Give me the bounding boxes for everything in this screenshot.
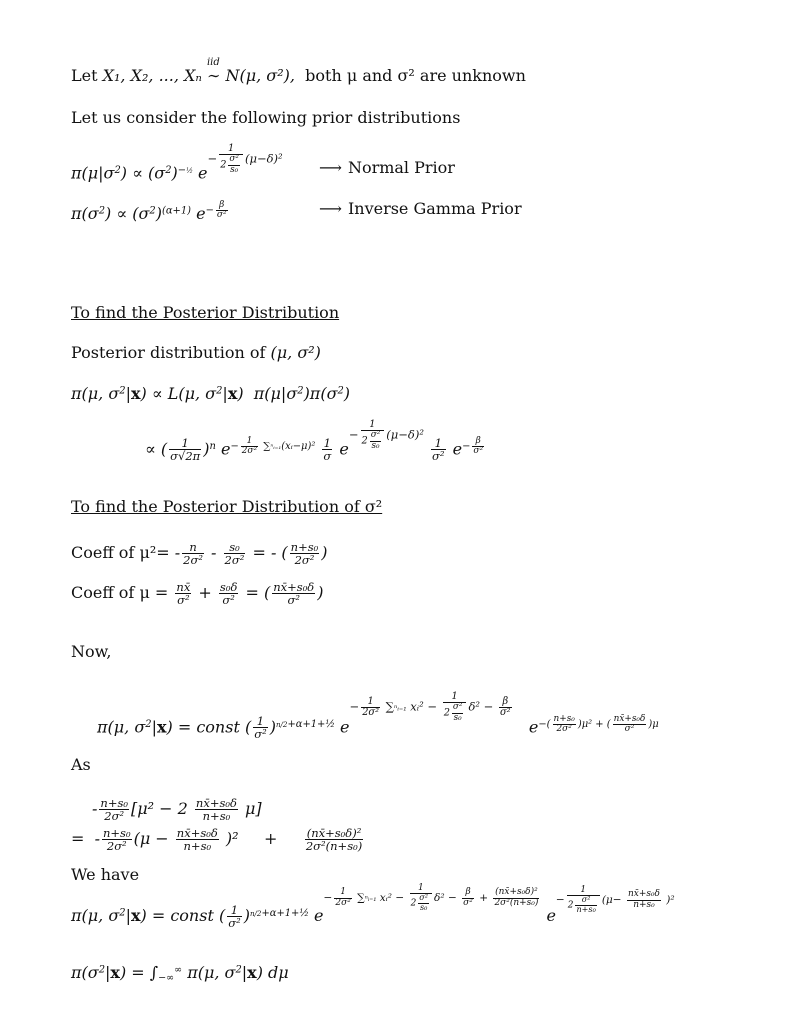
posterior-heading-text: To find the Posterior Distribution (71, 303, 340, 322)
consider-line (71, 110, 460, 126)
coeff-mu-squared-label: Coeff of μ²= (71, 543, 170, 563)
posterior-of-args: (μ, σ²) (270, 343, 321, 362)
we-have-text: We have (71, 865, 140, 884)
normal-prior-label: Normal Prior (347, 158, 455, 177)
we-have-line (71, 867, 139, 883)
normal-prior-equation: $\pi(\mu|\sigma^2) \propto (\sigma^2)^{-\frac{1}{2}}$ e− 1 2 $\frac{\text{σ²}}{\text{s₀}}$ (μ−δ)² ⟶ Normal Prior (71, 143, 455, 183)
let-word: Let (71, 66, 98, 85)
posterior-of-line (71, 345, 321, 361)
as-line (71, 757, 91, 773)
joint-posterior-equation: π(μ, $\sigma^2|x$) = const ( $\frac{1}{\text{σ²}}$ )$^{n/2+\alpha+1+\frac{1}{2}}$ e− $\frac{1}{\text{2σ²}}$ ∑ⁿᵢ₌₁ xᵢ² − 1 2 $\frac{\text{σ²}}{\text{s₀}}$ δ² − $\frac{\beta}{\text{σ²}}$ $e^{-( \frac{\text{n+s₀}}{\text{2σ²}} )\mu^2 + ( \frac{\text{nx̄+s₀δ}}{\text{σ²}} )\mu}$ (97, 691, 659, 742)
posterior-heading (71, 305, 339, 321)
now-text: Now, (71, 642, 112, 661)
consider-text: Let us consider the following prior distributions (71, 108, 461, 127)
sample-variables: X₁, X₂, ..., Xₙ (102, 66, 202, 85)
normal-prior-annotation (313, 160, 455, 176)
coeff-mu-line (71, 581, 324, 606)
sigma-heading-text: To find the Posterior Distribution of σ² (71, 497, 383, 516)
intro-line (71, 57, 526, 85)
coeff-mu-label: Coeff of μ = (71, 583, 169, 603)
posterior-expanded-equation: ∝ ( $\frac{1}{\sigma√2\pi}$ )$^n$ $e^{- \frac{1}{\text{2σ²}} \sum^nᵢ_{=1}(xᵢ-\mu)^2}$ $\frac{1}{\sigma}$ e− 1 2 $\frac{\text{σ²}}{\text{s₀}}$ (μ−δ)² $\frac{1}{\text{σ²}}$ $e^{- \frac{\beta}{\text{σ²}}}$ (145, 419, 484, 464)
sigma-heading (71, 499, 382, 515)
normal-distribution: N(μ, σ²), (225, 66, 295, 85)
coeff-mu-squared-expression: - $\frac{n}{\text{2σ²}}$ - $\frac{\text{s₀}}{\text{2σ²}}$ = - ( $\frac{\text{n+s₀}}{\text{2σ²}}$ ) (174, 540, 328, 568)
marginal-posterior-equation: $\pi(\sigma^2|x) = \int_{-\infty}^\infty$ π(μ, $\sigma^2|x$) dμ (71, 963, 289, 984)
complete-square-step-1: - $\frac{\text{n+s₀}}{\text{2σ²}}$ [μ² − 2 $\frac{\text{nx̄+s₀δ}}{\text{n+s₀}}$ μ] (92, 796, 262, 824)
coeff-mu-expression: $\frac{nx̄}{\text{σ²}}$ + $\frac{\text{s₀δ}}{\text{σ²}}$ = ( $\frac{\text{nx̄+s₀δ}}{\text{σ²}}$ ) (176, 580, 324, 608)
posterior-proportional-equation: π(μ, $\sigma^2|x) \propto L(\mu$, $\sigma^2|x$) $\pi(\mu|\sigma^2)\pi(\sigma^2)$ (71, 384, 351, 403)
sim-symbol: ∼ (206, 66, 221, 85)
inverse-gamma-label: Inverse Gamma Prior (347, 199, 522, 218)
coeff-mu-squared-line (71, 541, 328, 566)
posterior-of-text: Posterior distribution of (71, 343, 266, 362)
completed-joint-posterior-equation: π(μ, $\sigma^2|x$) = const ( $\frac{1}{\text{σ²}}$ )$^{n/2+\alpha+1+\frac{1}{2}}$ e− $\frac{1}{\text{2σ²}}$ ∑ⁿᵢ₌₁ xᵢ² − 1 2 $\frac{\text{σ²}}{\text{s₀}}$ δ² − $\frac{\beta}{\text{σ²}}$ + $\frac{\text{(nx̄+s₀δ)²}}{\text{2σ²(n+s₀)}}$ e− 1 2 $\frac{\text{σ²}}{\text{n+s₀}}$ (μ− $\frac{\text{nx̄+s₀δ}}{\text{n+s₀}}$ )² (71, 883, 675, 931)
as-text: As (71, 755, 91, 774)
iid-symbol (206, 57, 221, 85)
iid-label: iid (206, 57, 220, 68)
arrow-icon: ⟶ (319, 158, 342, 177)
unknown-statement: both μ and σ² are unknown (305, 66, 526, 85)
complete-square-step-2: = - $\frac{\text{n+s₀}}{\text{2σ²}}$ (μ − $\frac{\text{nx̄+s₀δ}}{\text{n+s₀}}$ )² + $\frac{\text{(nx̄+s₀δ)²}}{\text{2σ²(n+s₀)}}$ (71, 826, 363, 854)
arrow-icon: ⟶ (319, 199, 342, 218)
now-line (71, 644, 112, 660)
inverse-gamma-prior-equation: $\pi(\sigma^2) \propto (\sigma^2)^{(\alpha+1)}$ $e^{- \frac{\beta}{\text{σ²}}}$ ⟶ Inverse Gamma Prior (71, 199, 522, 223)
inverse-gamma-annotation (313, 201, 522, 217)
